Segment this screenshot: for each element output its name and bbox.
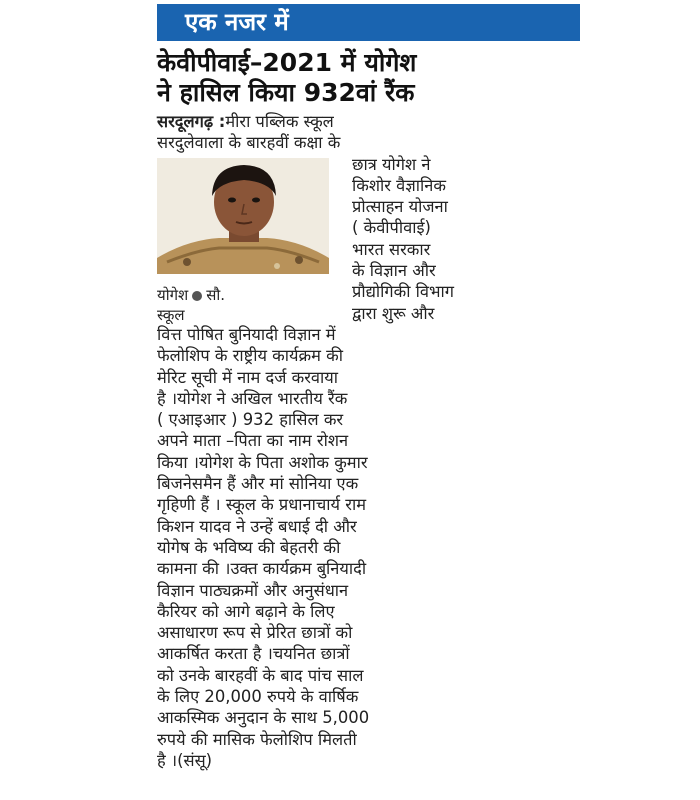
photo-caption xyxy=(157,285,337,325)
caption-line-2: स्कूल xyxy=(157,306,185,324)
article-line: गृहिणी हैं । स्कूल के प्रधानाचार्य राम xyxy=(157,495,367,515)
caption-line xyxy=(157,285,337,305)
article-line: कैरियर को आगे बढ़ाने के लिए xyxy=(157,601,335,621)
article-line: के विज्ञान और xyxy=(352,261,436,281)
article-line: बिजनेसमैन हैं और मां सोनिया एक xyxy=(157,474,359,494)
article-line: विज्ञान पाठ्यक्रमों और अनुसंधान xyxy=(157,580,349,600)
article-line: वित्त पोषित बुनियादी विज्ञान में xyxy=(157,324,336,344)
article-line: आकर्षित करता है ।चयनित छात्रों xyxy=(157,644,350,664)
article-line: है ।योगेश ने अखिल भारतीय रैंक xyxy=(157,388,348,408)
article-line: सरदुलेवाला के बारहवीं कक्षा के xyxy=(157,133,341,153)
article-line: आकस्मिक अनुदान के साथ 5,000 xyxy=(157,708,370,728)
bullet-dot-icon xyxy=(192,291,202,301)
article-line: असाधारण रूप से प्रेरित छात्रों को xyxy=(157,623,353,643)
article-line: फेलोशिप के राष्ट्रीय कार्यक्रम की xyxy=(157,346,343,366)
article-line: है ।(संसू) xyxy=(157,750,213,770)
article-line: भारत सरकार xyxy=(352,239,431,259)
dateline: सरदूलगढ़ : xyxy=(157,112,226,131)
article-line: अपने माता –पिता का नाम रोशन xyxy=(157,431,349,451)
headline-line-1: केवीपीवाई–2021 में योगेश xyxy=(157,48,417,77)
portrait-image xyxy=(157,158,329,274)
article-line: कामना की ।उक्त कार्यक्रम बुनियादी xyxy=(157,559,367,579)
article-line: योगेष के भविष्य की बेहतरी की xyxy=(157,537,341,557)
caption-name: योगेश xyxy=(157,286,189,304)
article-line: के लिए 20,000 रुपये के वार्षिक xyxy=(157,687,359,707)
article-line: को उनके बारहवीं के बाद पांच साल xyxy=(157,665,364,685)
article-line: सरदूलगढ़ :मीरा पब्लिक स्कूल xyxy=(157,112,334,131)
article-line: किशन यादव ने उन्हें बधाई दी और xyxy=(157,516,357,536)
section-title: एक नजर में xyxy=(185,8,289,36)
article-line: किशोर वैज्ञानिक xyxy=(352,175,446,195)
article-line: प्रौद्योगिकी विभाग xyxy=(352,282,455,302)
student-photo xyxy=(157,158,329,274)
article-line: द्वारा शुरू और xyxy=(352,303,435,323)
article-line: किया ।योगेश के पिता अशोक कुमार xyxy=(157,452,368,472)
caption-credit: सौ. xyxy=(206,286,226,304)
article-line: मेरिट सूची में नाम दर्ज करवाया xyxy=(157,367,339,387)
article-line: छात्र योगेश ने xyxy=(352,154,431,174)
article-line: रुपये की मासिक फेलोशिप मिलती xyxy=(157,729,357,749)
article-line: ( केवीपीवाई) xyxy=(352,218,431,238)
article-line: प्रोत्साहन योजना xyxy=(352,197,448,217)
headline-line-2: ने हासिल किया 932वां रैंक xyxy=(157,78,415,107)
section-banner xyxy=(157,4,580,41)
headline xyxy=(157,48,582,108)
article-line: ( एआइआर ) 932 हासिल कर xyxy=(157,410,344,430)
